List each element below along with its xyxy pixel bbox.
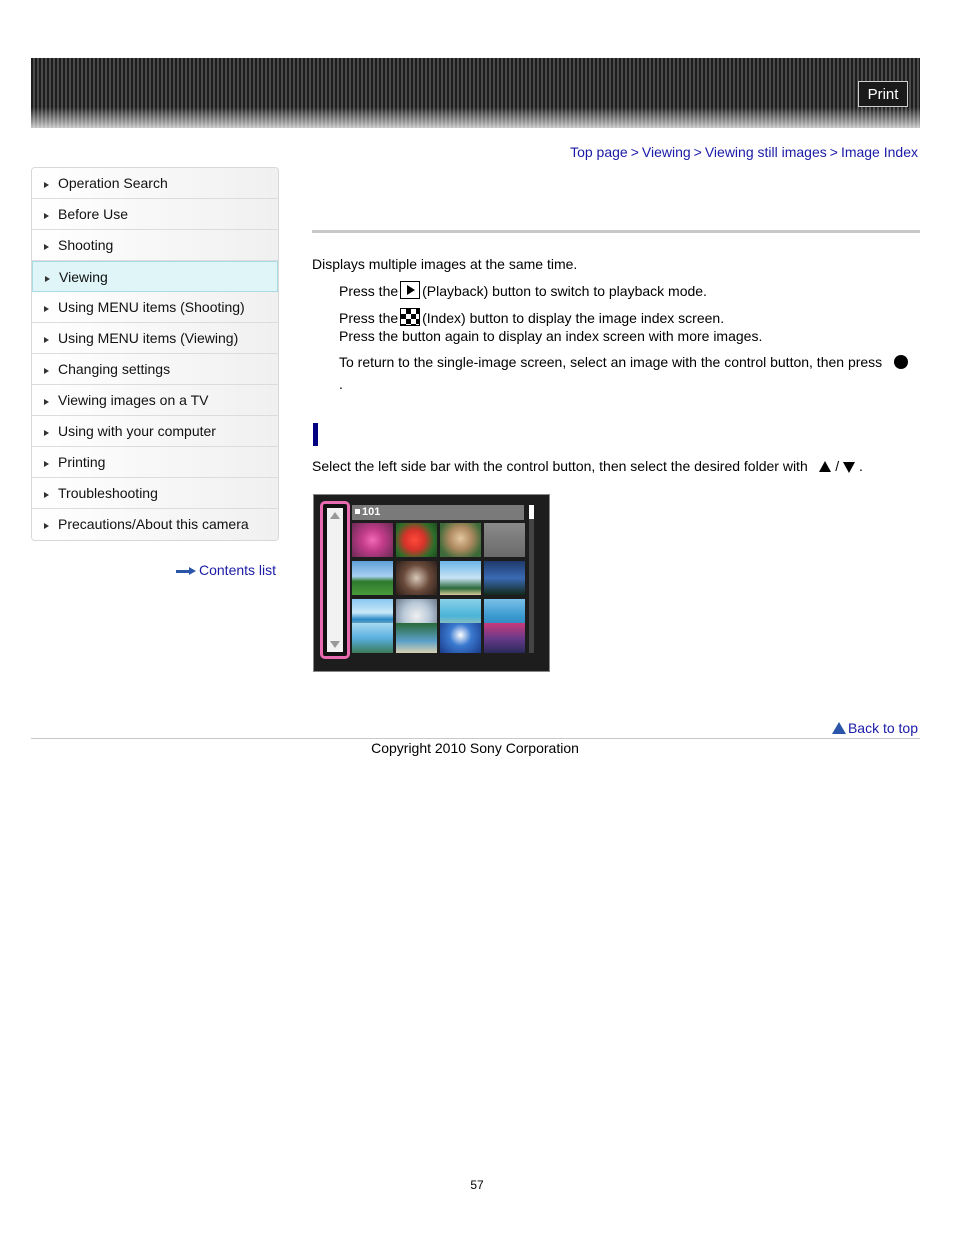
thumbnail-image xyxy=(440,623,481,653)
folder-icon xyxy=(355,509,360,514)
arrow-right-icon xyxy=(44,182,49,188)
sidebar-item-label: Using MENU items (Shooting) xyxy=(58,299,245,315)
sidebar-item-computer[interactable] xyxy=(32,416,278,447)
arrow-right-icon xyxy=(44,399,49,405)
arrow-right-icon xyxy=(44,306,49,312)
sidebar-item-label: Viewing images on a TV xyxy=(58,392,209,408)
step-1-text-pre: Press the xyxy=(339,283,399,299)
thumbnail-image xyxy=(396,561,437,595)
arrow-right-icon xyxy=(44,430,49,436)
section-text-end: . xyxy=(858,458,863,474)
breadcrumb-image-index[interactable]: Image Index xyxy=(840,144,918,160)
breadcrumb-separator: > xyxy=(630,144,639,160)
thumbnail-image xyxy=(484,523,525,557)
sidebar-item-label: Before Use xyxy=(58,206,129,222)
sidebar-item-troubleshooting[interactable] xyxy=(32,478,278,509)
breadcrumb-top-page[interactable]: Top page xyxy=(570,144,628,160)
step-1 xyxy=(339,281,707,299)
breadcrumb-viewing-still-images[interactable]: Viewing still images xyxy=(704,144,827,160)
sidebar-item-label: Viewing xyxy=(59,269,108,285)
scroll-up-icon xyxy=(330,512,340,519)
down-arrow-icon xyxy=(843,462,855,473)
screen-scrollbar xyxy=(529,505,534,653)
sidebar-item-label: Changing settings xyxy=(58,361,171,377)
sidebar-item-shooting[interactable] xyxy=(32,230,278,261)
thumbnail-image xyxy=(352,523,393,557)
sidebar-item-viewing-on-tv[interactable] xyxy=(32,385,278,416)
step-3-text: To return to the single-image screen, select an image with the control button, then press xyxy=(339,354,883,370)
arrow-right-icon xyxy=(176,567,196,575)
back-to-top-link[interactable] xyxy=(832,720,918,736)
index-screen-illustration xyxy=(313,494,550,672)
thumbnail-image xyxy=(440,523,481,557)
sidebar-item-label: Printing xyxy=(58,454,106,470)
breadcrumb-viewing[interactable]: Viewing xyxy=(641,144,691,160)
sidebar-nav xyxy=(31,167,279,541)
print-button[interactable]: Print xyxy=(858,81,908,107)
step-2-line-2: Press the button again to display an index screen with more images. xyxy=(339,328,763,344)
breadcrumb-separator: > xyxy=(693,144,702,160)
step-3-end: . xyxy=(339,376,343,392)
sidebar-item-operation-search[interactable] xyxy=(32,168,278,199)
sidebar-item-label: Precautions/About this camera xyxy=(58,516,249,532)
step-1-text-post: (Playback) button to switch to playback mode. xyxy=(422,283,707,299)
folder-side-bar-highlight xyxy=(320,501,350,659)
slash-text: / xyxy=(835,458,840,474)
arrow-right-icon xyxy=(45,276,50,282)
sidebar-item-before-use[interactable] xyxy=(32,199,278,230)
step-2-text-post: (Index) button to display the image index screen. xyxy=(422,310,725,326)
section-text-main: Select the left side bar with the control button, then select the desired folder with xyxy=(312,458,808,474)
breadcrumb-separator: > xyxy=(829,144,838,160)
contents-list-label: Contents list xyxy=(199,562,277,578)
copyright-text: Copyright 2010 Sony Corporation xyxy=(371,740,579,756)
thumbnail-image xyxy=(440,561,481,595)
up-arrow-icon xyxy=(819,461,831,472)
sidebar-item-label: Troubleshooting xyxy=(58,485,158,501)
title-divider xyxy=(312,230,920,233)
footer-divider xyxy=(31,738,920,739)
folder-side-bar xyxy=(327,508,343,652)
folder-label xyxy=(352,505,524,520)
arrow-right-icon xyxy=(44,213,49,219)
arrow-right-icon xyxy=(44,368,49,374)
sidebar-item-precautions[interactable] xyxy=(32,509,278,540)
back-to-top-label: Back to top xyxy=(847,720,918,736)
up-arrow-icon xyxy=(832,722,846,734)
folder-number: 101 xyxy=(362,506,381,518)
sidebar-item-changing-settings[interactable] xyxy=(32,354,278,385)
section-text xyxy=(312,458,863,474)
playback-icon xyxy=(400,281,420,299)
intro-text: Displays multiple images at the same time. xyxy=(312,256,578,272)
sidebar-item-label: Shooting xyxy=(58,237,114,253)
sidebar-item-label: Using with your computer xyxy=(58,423,216,439)
thumbnail-image xyxy=(352,561,393,595)
step-3 xyxy=(339,354,908,370)
arrow-right-icon xyxy=(44,244,49,250)
arrow-right-icon xyxy=(44,492,49,498)
thumbnail-image xyxy=(484,623,525,653)
sidebar-item-label: Using MENU items (Viewing) xyxy=(58,330,239,346)
thumbnail-image xyxy=(484,561,525,595)
contents-list-link[interactable] xyxy=(176,562,276,578)
step-2 xyxy=(339,308,724,326)
sidebar-item-menu-shooting[interactable] xyxy=(32,292,278,323)
step-2-text-pre: Press the xyxy=(339,310,399,326)
sidebar-item-printing[interactable] xyxy=(32,447,278,478)
sidebar-item-viewing[interactable] xyxy=(32,261,278,292)
section-heading-bar xyxy=(313,423,318,446)
thumbnail-image xyxy=(352,623,393,653)
sidebar-item-label: Operation Search xyxy=(58,175,168,191)
thumbnail-image xyxy=(396,523,437,557)
index-icon xyxy=(400,308,420,326)
sidebar-item-menu-viewing[interactable] xyxy=(32,323,278,354)
arrow-right-icon xyxy=(44,523,49,529)
page-number: 57 xyxy=(470,1178,484,1192)
thumbnail-image xyxy=(396,623,437,653)
breadcrumb xyxy=(570,144,918,160)
scroll-down-icon xyxy=(330,641,340,648)
arrow-right-icon xyxy=(44,461,49,467)
center-button-icon xyxy=(894,355,908,369)
arrow-right-icon xyxy=(44,337,49,343)
header-banner xyxy=(31,58,920,128)
